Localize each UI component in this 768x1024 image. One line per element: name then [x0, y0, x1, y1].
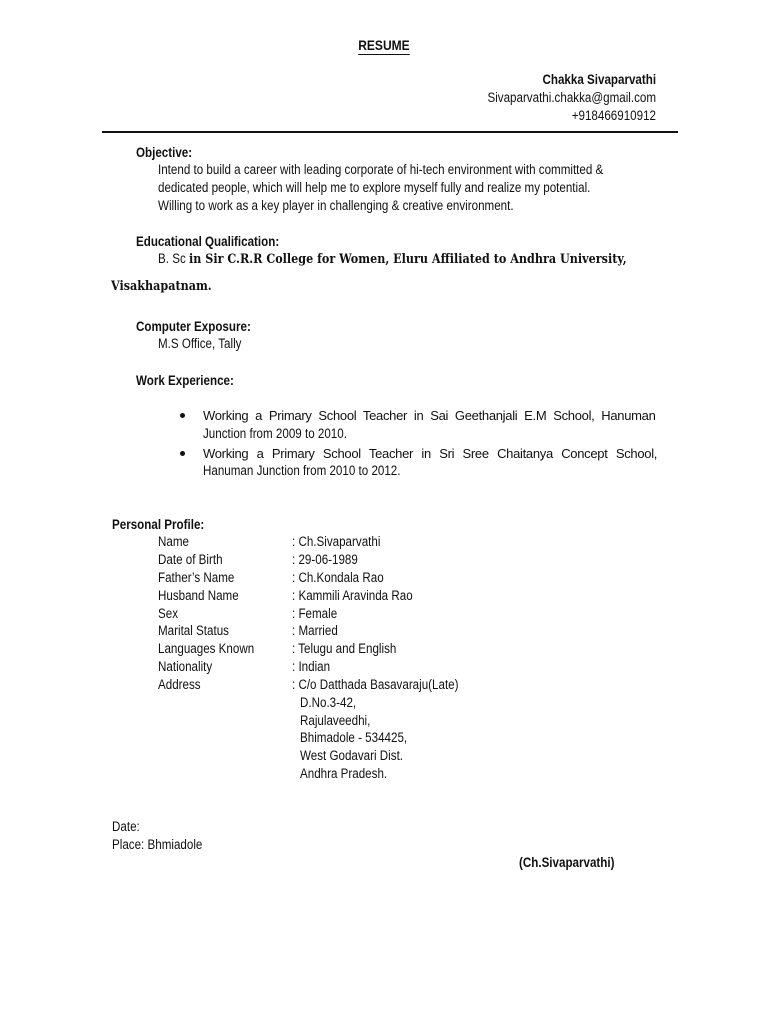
address-line: Bhimadole - 534425,: [300, 730, 408, 745]
objective-line: Willing to work as a key player in challenging & creative environment.: [158, 198, 514, 213]
profile-value: : 29-06-1989: [292, 552, 358, 567]
profile-value: : Telugu and English: [292, 641, 397, 656]
profile-value: : Ch.Kondala Rao: [292, 570, 384, 585]
candidate-phone: +918466910912: [571, 108, 656, 123]
education-line: [158, 251, 703, 267]
work-item-cont: Hanuman Junction from 2010 to 2012.: [203, 463, 401, 478]
work-item-cont: Junction from 2009 to 2010.: [203, 426, 347, 441]
objective-heading: Objective:: [136, 145, 193, 160]
work-heading: Work Experience:: [136, 373, 234, 388]
profile-label: Date of Birth: [158, 552, 223, 567]
profile-value: : C/o Datthada Basavaraju(Late): [292, 677, 459, 692]
profile-value: : Kammili Aravinda Rao: [292, 588, 413, 603]
profile-label: Address: [158, 677, 201, 692]
address-line: West Godavari Dist.: [300, 748, 404, 763]
profile-value: : Female: [292, 606, 338, 621]
date-label: Date:: [112, 819, 140, 834]
profile-label: Marital Status: [158, 623, 229, 638]
education-heading: Educational Qualification:: [136, 234, 280, 249]
profile-value: : Married: [292, 623, 338, 638]
page-title: RESUME: [358, 37, 410, 53]
signature: (Ch.Sivaparvathi): [519, 855, 615, 870]
bullet-icon: [180, 447, 188, 455]
education-institution: in Sir C.R.R College for Women, Eluru Affiliated to Andhra University,: [188, 252, 627, 267]
profile-label: Languages Known: [158, 641, 255, 656]
bullet-icon: [180, 409, 188, 417]
header-divider: [102, 131, 678, 133]
candidate-email: Sivaparvathi.chakka@gmail.com: [487, 90, 656, 105]
address-line: Andhra Pradesh.: [300, 766, 388, 781]
place-label: Place: Bhmiadole: [112, 837, 203, 852]
computer-heading: Computer Exposure:: [136, 319, 251, 334]
profile-value: : Indian: [292, 659, 331, 674]
education-degree: B. Sc: [158, 251, 186, 266]
work-item: Working a Primary School Teacher in Sri Sree Chaitanya Concept School,: [203, 446, 658, 461]
profile-label: Father’s Name: [158, 570, 235, 585]
address-line: Rajulaveedhi,: [300, 713, 371, 728]
objective-line: Intend to build a career with leading corporate of hi-tech environment with committed &: [158, 162, 604, 177]
work-item: Working a Primary School Teacher in Sai Geethanjali E.M School, Hanuman: [203, 408, 656, 423]
profile-label: Sex: [158, 606, 179, 621]
computer-value: M.S Office, Tally: [158, 336, 242, 351]
personal-heading: Personal Profile:: [112, 517, 205, 532]
address-line: D.No.3-42,: [300, 695, 357, 710]
profile-label: Husband Name: [158, 588, 239, 603]
candidate-name: Chakka Sivaparvathi: [542, 72, 656, 87]
profile-label: Nationality: [158, 659, 213, 674]
profile-label: Name: [158, 534, 189, 549]
objective-line: dedicated people, which will help me to explore myself fully and realize my potential.: [158, 180, 591, 195]
education-line-2: Visakhapatnam.: [111, 279, 212, 294]
profile-value: : Ch.Sivaparvathi: [292, 534, 381, 549]
